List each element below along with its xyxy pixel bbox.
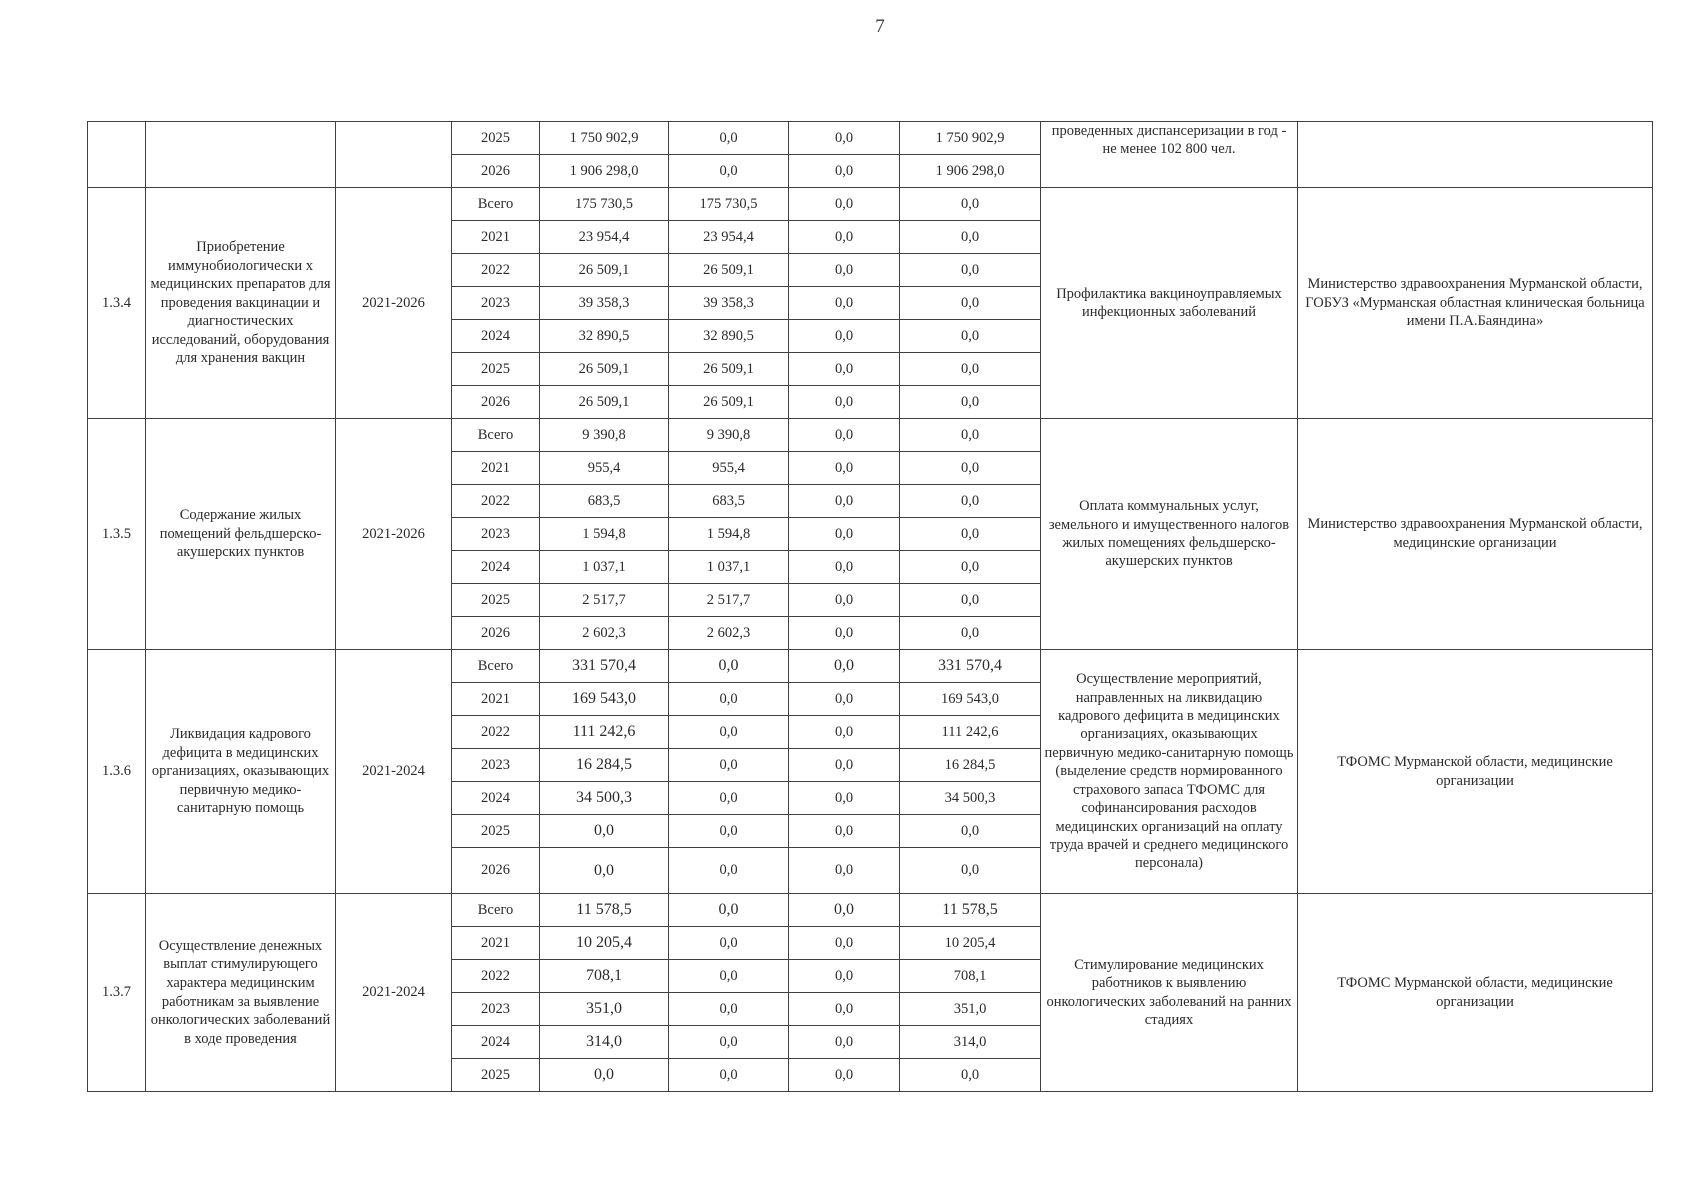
year-cell: 2021 xyxy=(452,927,540,960)
funding-cell: 0,0 xyxy=(669,927,789,960)
funding-cell: 0,0 xyxy=(789,155,900,188)
funding-cell: 0,0 xyxy=(669,993,789,1026)
funding-cell: 0,0 xyxy=(789,353,900,386)
funding-cell: 0,0 xyxy=(789,551,900,584)
total-cell: 1 906 298,0 xyxy=(540,155,669,188)
year-cell: 2024 xyxy=(452,320,540,353)
item-number-cell xyxy=(88,122,146,188)
total-cell: 26 509,1 xyxy=(540,254,669,287)
total-cell: 2 517,7 xyxy=(540,584,669,617)
year-cell: 2025 xyxy=(452,353,540,386)
funding-cell: 0,0 xyxy=(900,320,1041,353)
funding-cell: 0,0 xyxy=(789,386,900,419)
total-cell: 0,0 xyxy=(540,815,669,848)
year-cell: 2022 xyxy=(452,485,540,518)
funding-cell: 683,5 xyxy=(669,485,789,518)
funding-cell: 0,0 xyxy=(789,716,900,749)
funding-cell: 11 578,5 xyxy=(900,894,1041,927)
total-cell: 1 037,1 xyxy=(540,551,669,584)
funding-cell: 0,0 xyxy=(669,1059,789,1092)
year-cell: 2025 xyxy=(452,1059,540,1092)
total-cell: 9 390,8 xyxy=(540,419,669,452)
total-cell: 23 954,4 xyxy=(540,221,669,254)
funding-cell: 0,0 xyxy=(669,122,789,155)
funding-cell: 0,0 xyxy=(669,782,789,815)
total-cell: 26 509,1 xyxy=(540,386,669,419)
year-cell: 2026 xyxy=(452,155,540,188)
result-cell: Осуществление мероприятий, направленных на ликвидацию кадрового дефицита в медицинских организациях, оказывающих первичную медико-санитарную помощь (выделение средств нормированного страхового запаса ТФОМС для софинансирования расходов медицинских организаций на оплату труда врачей и среднего медицинского персонала) xyxy=(1041,650,1298,894)
funding-cell: 0,0 xyxy=(669,650,789,683)
total-cell: 708,1 xyxy=(540,960,669,993)
funding-cell: 0,0 xyxy=(789,683,900,716)
funding-cell: 955,4 xyxy=(669,452,789,485)
funding-cell: 0,0 xyxy=(669,848,789,894)
table-row xyxy=(88,650,1653,683)
funding-cell: 16 284,5 xyxy=(900,749,1041,782)
executor-cell: Министерство здравоохранения Мурманской области, медицинские организации xyxy=(1298,419,1653,650)
total-cell: 331 570,4 xyxy=(540,650,669,683)
funding-cell: 0,0 xyxy=(789,617,900,650)
item-name-cell: Содержание жилых помещений фельдшерско-акушерских пунктов xyxy=(146,419,336,650)
item-number-cell: 1.3.4 xyxy=(88,188,146,419)
funding-cell: 1 037,1 xyxy=(669,551,789,584)
funding-cell: 26 509,1 xyxy=(669,353,789,386)
funding-cell: 0,0 xyxy=(900,584,1041,617)
funding-cell: 0,0 xyxy=(669,960,789,993)
funding-cell: 0,0 xyxy=(900,551,1041,584)
funding-cell: 0,0 xyxy=(789,419,900,452)
year-cell: 2023 xyxy=(452,749,540,782)
year-cell: 2026 xyxy=(452,848,540,894)
total-cell: 10 205,4 xyxy=(540,927,669,960)
funding-cell: 0,0 xyxy=(789,254,900,287)
funding-cell: 1 750 902,9 xyxy=(900,122,1041,155)
executor-cell: ТФОМС Мурманской области, медицинские организации xyxy=(1298,650,1653,894)
funding-cell: 0,0 xyxy=(669,155,789,188)
funding-cell: 0,0 xyxy=(900,1059,1041,1092)
total-cell: 34 500,3 xyxy=(540,782,669,815)
page-number: 7 xyxy=(875,16,885,37)
funding-cell: 2 517,7 xyxy=(669,584,789,617)
total-cell: 26 509,1 xyxy=(540,353,669,386)
funding-cell: 0,0 xyxy=(789,960,900,993)
funding-cell: 26 509,1 xyxy=(669,386,789,419)
executor-cell xyxy=(1298,122,1653,188)
year-cell: 2023 xyxy=(452,518,540,551)
table-row xyxy=(88,188,1653,221)
funding-cell: 0,0 xyxy=(669,815,789,848)
period-cell: 2021-2024 xyxy=(336,650,452,894)
funding-cell: 0,0 xyxy=(900,353,1041,386)
funding-cell: 34 500,3 xyxy=(900,782,1041,815)
result-cell: Стимулирование медицинских работников к выявлению онкологических заболеваний на ранних стадиях xyxy=(1041,894,1298,1092)
funding-cell: 0,0 xyxy=(669,716,789,749)
funding-cell: 169 543,0 xyxy=(900,683,1041,716)
item-name-cell: Ликвидация кадрового дефицита в медицинских организациях, оказывающих первичную медико-санитарную помощь xyxy=(146,650,336,894)
total-cell: 175 730,5 xyxy=(540,188,669,221)
year-cell: 2025 xyxy=(452,584,540,617)
funding-cell: 32 890,5 xyxy=(669,320,789,353)
year-cell: 2024 xyxy=(452,551,540,584)
table-row xyxy=(88,122,1653,155)
funding-cell: 0,0 xyxy=(789,320,900,353)
year-cell: 2022 xyxy=(452,254,540,287)
funding-cell: 0,0 xyxy=(789,452,900,485)
total-cell: 0,0 xyxy=(540,848,669,894)
funding-cell: 0,0 xyxy=(669,1026,789,1059)
funding-cell: 708,1 xyxy=(900,960,1041,993)
item-number-cell: 1.3.6 xyxy=(88,650,146,894)
year-cell: 2021 xyxy=(452,452,540,485)
funding-cell: 0,0 xyxy=(789,848,900,894)
funding-cell: 0,0 xyxy=(900,815,1041,848)
funding-cell: 0,0 xyxy=(900,254,1041,287)
year-cell: 2024 xyxy=(452,782,540,815)
funding-cell: 0,0 xyxy=(669,894,789,927)
funding-cell: 23 954,4 xyxy=(669,221,789,254)
funding-cell: 0,0 xyxy=(789,122,900,155)
item-name-cell: Приобретение иммунобиологически х медицинских препаратов для проведения вакцинации и диагностических исследований, оборудования для хранения вакцин xyxy=(146,188,336,419)
year-cell: 2021 xyxy=(452,683,540,716)
year-cell: 2026 xyxy=(452,386,540,419)
year-cell: 2026 xyxy=(452,617,540,650)
funding-cell: 0,0 xyxy=(789,815,900,848)
year-cell: Всего xyxy=(452,894,540,927)
total-cell: 32 890,5 xyxy=(540,320,669,353)
total-cell: 314,0 xyxy=(540,1026,669,1059)
funding-cell: 0,0 xyxy=(900,452,1041,485)
total-cell: 111 242,6 xyxy=(540,716,669,749)
funding-cell: 0,0 xyxy=(900,485,1041,518)
funding-cell: 0,0 xyxy=(900,518,1041,551)
item-number-cell: 1.3.7 xyxy=(88,894,146,1092)
period-cell xyxy=(336,122,452,188)
funding-cell: 0,0 xyxy=(789,518,900,551)
year-cell: Всего xyxy=(452,650,540,683)
funding-cell: 0,0 xyxy=(789,993,900,1026)
funding-cell: 0,0 xyxy=(789,188,900,221)
total-cell: 1 594,8 xyxy=(540,518,669,551)
funding-cell: 0,0 xyxy=(900,848,1041,894)
period-cell: 2021-2026 xyxy=(336,419,452,650)
funding-cell: 0,0 xyxy=(789,221,900,254)
result-cell: Профилактика вакциноуправляемых инфекционных заболеваний xyxy=(1041,188,1298,419)
total-cell: 1 750 902,9 xyxy=(540,122,669,155)
total-cell: 0,0 xyxy=(540,1059,669,1092)
year-cell: 2024 xyxy=(452,1026,540,1059)
funding-cell: 0,0 xyxy=(789,1059,900,1092)
funding-cell: 0,0 xyxy=(900,221,1041,254)
year-cell: Всего xyxy=(452,419,540,452)
funding-cell: 0,0 xyxy=(789,927,900,960)
funding-cell: 1 906 298,0 xyxy=(900,155,1041,188)
funding-cell: 0,0 xyxy=(669,683,789,716)
funding-cell: 9 390,8 xyxy=(669,419,789,452)
period-cell: 2021-2024 xyxy=(336,894,452,1092)
funding-cell: 0,0 xyxy=(669,749,789,782)
executor-cell: Министерство здравоохранения Мурманской области, ГОБУЗ «Мурманская областная клиническая больница имени П.А.Баяндина» xyxy=(1298,188,1653,419)
table-row xyxy=(88,419,1653,452)
total-cell: 16 284,5 xyxy=(540,749,669,782)
year-cell: 2023 xyxy=(452,993,540,1026)
item-name-cell xyxy=(146,122,336,188)
funding-cell: 39 358,3 xyxy=(669,287,789,320)
period-cell: 2021-2026 xyxy=(336,188,452,419)
funding-cell: 0,0 xyxy=(789,749,900,782)
budget-table xyxy=(87,121,1653,1092)
executor-cell: ТФОМС Мурманской области, медицинские организации xyxy=(1298,894,1653,1092)
funding-cell: 175 730,5 xyxy=(669,188,789,221)
year-cell: 2025 xyxy=(452,122,540,155)
total-cell: 169 543,0 xyxy=(540,683,669,716)
funding-cell: 331 570,4 xyxy=(900,650,1041,683)
funding-cell: 1 594,8 xyxy=(669,518,789,551)
funding-cell: 0,0 xyxy=(789,584,900,617)
funding-cell: 111 242,6 xyxy=(900,716,1041,749)
total-cell: 955,4 xyxy=(540,452,669,485)
funding-cell: 0,0 xyxy=(900,617,1041,650)
funding-cell: 26 509,1 xyxy=(669,254,789,287)
year-cell: 2022 xyxy=(452,960,540,993)
funding-cell: 0,0 xyxy=(900,386,1041,419)
funding-cell: 10 205,4 xyxy=(900,927,1041,960)
funding-cell: 0,0 xyxy=(789,650,900,683)
total-cell: 351,0 xyxy=(540,993,669,1026)
year-cell: 2025 xyxy=(452,815,540,848)
year-cell: 2021 xyxy=(452,221,540,254)
funding-cell: 0,0 xyxy=(900,419,1041,452)
funding-cell: 0,0 xyxy=(789,894,900,927)
total-cell: 2 602,3 xyxy=(540,617,669,650)
total-cell: 39 358,3 xyxy=(540,287,669,320)
funding-cell: 314,0 xyxy=(900,1026,1041,1059)
total-cell: 11 578,5 xyxy=(540,894,669,927)
total-cell: 683,5 xyxy=(540,485,669,518)
funding-cell: 0,0 xyxy=(789,782,900,815)
year-cell: Всего xyxy=(452,188,540,221)
result-cell: проведенных диспансеризации в год - не менее 102 800 чел. xyxy=(1041,122,1298,188)
year-cell: 2023 xyxy=(452,287,540,320)
funding-cell: 0,0 xyxy=(789,485,900,518)
result-cell: Оплата коммунальных услуг, земельного и имущественного налогов жилых помещениях фельдшерско-акушерских пунктов xyxy=(1041,419,1298,650)
year-cell: 2022 xyxy=(452,716,540,749)
funding-cell: 0,0 xyxy=(900,188,1041,221)
item-name-cell: Осуществление денежных выплат стимулирующего характера медицинским работникам за выявление онкологических заболеваний в ходе проведения xyxy=(146,894,336,1092)
funding-cell: 0,0 xyxy=(900,287,1041,320)
funding-cell: 0,0 xyxy=(789,1026,900,1059)
funding-cell: 0,0 xyxy=(789,287,900,320)
funding-cell: 2 602,3 xyxy=(669,617,789,650)
table-row xyxy=(88,894,1653,927)
item-number-cell: 1.3.5 xyxy=(88,419,146,650)
funding-cell: 351,0 xyxy=(900,993,1041,1026)
